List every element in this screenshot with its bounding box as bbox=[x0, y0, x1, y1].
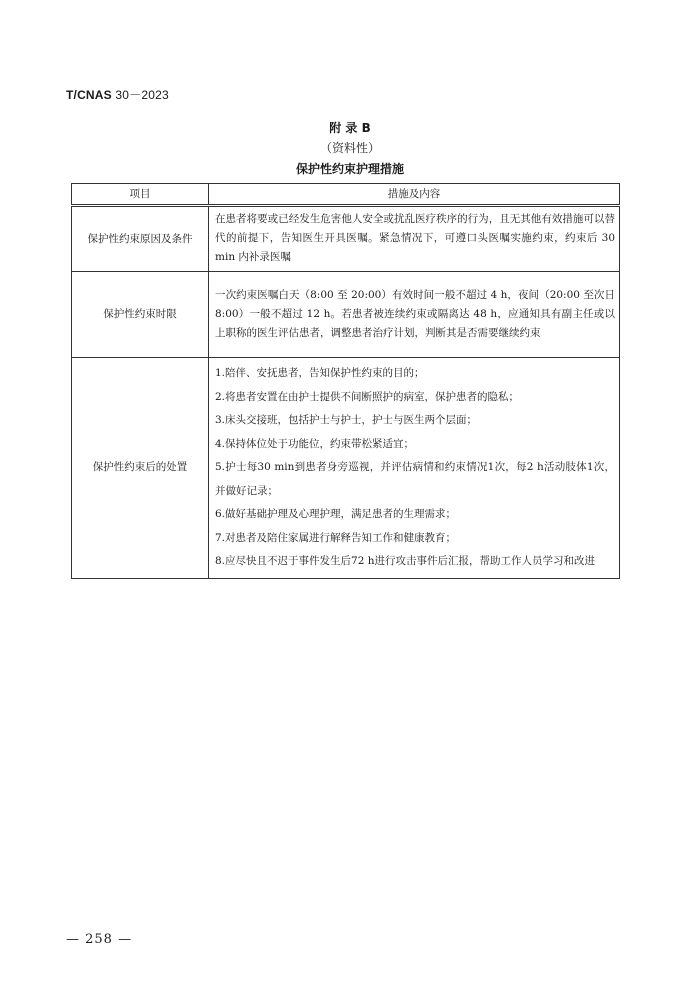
column-header-content: 措施及内容 bbox=[209, 184, 620, 206]
content-line: 在患者将要或已经发生危害他人安全或扰乱医疗秩序的行为，且无其他有效措施可以替代的前提下，告知医生开具医嘱。紧急情况下，可遵口头医嘱实施约束，约束后 30 min 内补录医嘱 bbox=[215, 213, 615, 263]
appendix-heading: 保护性约束护理措施 bbox=[295, 162, 404, 176]
standard-code bbox=[66, 86, 169, 103]
content-line: 8.应尽快且不迟于事件发生后72 h进行攻击事件后汇报，帮助工作人员学习和改进 bbox=[215, 555, 595, 567]
column-header-item: 项目 bbox=[72, 184, 209, 206]
page-number: — 258 — bbox=[66, 932, 133, 947]
row-item-label: 保护性约束时限 bbox=[72, 272, 209, 358]
content-line: 2.将患者安置在由护士提供不间断照护的病室，保护患者的隐私； bbox=[215, 390, 520, 403]
row-item-label: 保护性约束后的处置 bbox=[72, 358, 209, 579]
content-line: 7.对患者及陪住家属进行解释告知工作和健康教育； bbox=[215, 531, 457, 544]
content-line: 3.床头交接班，包括护士与护士，护士与医生两个层面； bbox=[215, 414, 478, 426]
appendix-title: 附 录 B bbox=[329, 121, 371, 135]
content-line: 6.做好基础护理及心理护理，满足患者的生理需求； bbox=[215, 508, 457, 520]
standard-code-prefix: T/CNAS bbox=[66, 88, 112, 102]
appendix-title-block bbox=[0, 118, 700, 180]
table-header-row bbox=[72, 184, 620, 206]
row-content bbox=[209, 206, 620, 272]
standard-code-number: 30－2023 bbox=[115, 88, 169, 102]
content-line: 1.陪伴、安抚患者，告知保护性约束的目的； bbox=[215, 367, 425, 379]
content-line: 4.保持体位处于功能位，约束带松紧适宜； bbox=[215, 437, 415, 450]
content-line: 一次约束医嘱白天（8:00 至 20:00）有效时间一般不超过 4 h，夜间（20:00 至次日 8:00）一般不超过 12 h。若患者被连续约束或隔离达 48 h，应通知具有副主任或以上职称的医生评估患者，调整患者治疗计划，判断其是否需要继续约束 bbox=[215, 288, 615, 339]
measures-table bbox=[71, 183, 620, 579]
table-row bbox=[72, 206, 620, 272]
table-row bbox=[72, 358, 620, 579]
row-item-label: 保护性约束原因及条件 bbox=[72, 206, 209, 272]
row-content bbox=[209, 272, 620, 358]
content-line: 5.护士每30 min到患者身旁巡视，并评估病情和约束情况1次，每2 h活动肢体1次，并做好记录； bbox=[215, 461, 615, 497]
table-row bbox=[72, 272, 620, 358]
row-content bbox=[209, 358, 620, 579]
appendix-nature: （资料性） bbox=[319, 141, 380, 155]
